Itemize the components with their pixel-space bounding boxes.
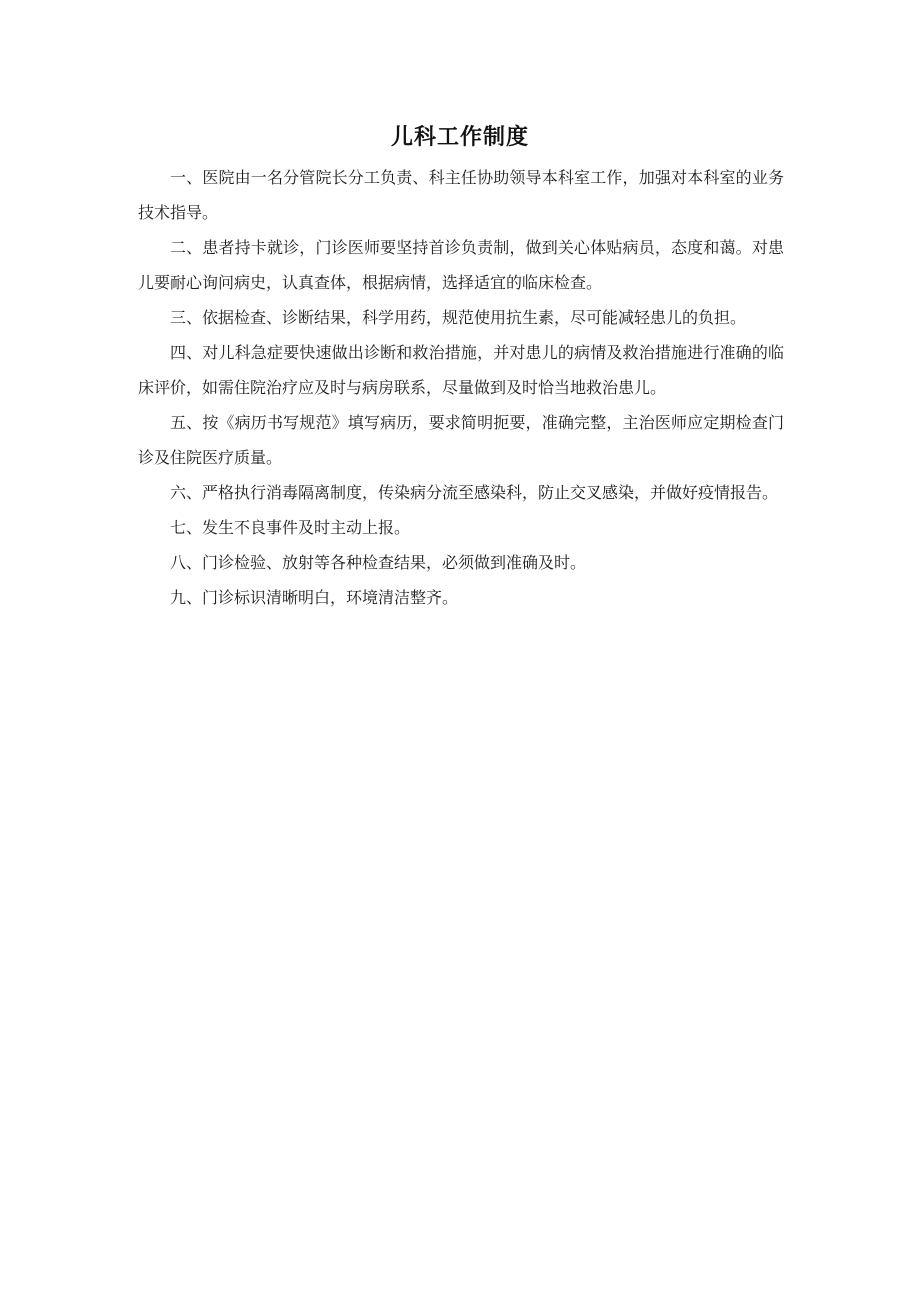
paragraph-5: 五、按《病历书写规范》填写病历，要求简明扼要，准确完整，主治医师应定期检查门诊及住院医疗质量。 xyxy=(138,413,784,467)
paragraph-2: 二、患者持卡就诊，门诊医师要坚持首诊负责制，做到关心体贴病员，态度和蔼。对患儿要耐心询问病史，认真查体，根据病情，选择适宜的临床检查。 xyxy=(138,238,784,292)
paragraph-7: 七、发生不良事件及时主动上报。 xyxy=(170,518,411,537)
paragraph-1: 一、医院由一名分管院长分工负责、科主任协助领导本科室工作，加强对本科室的业务技术指导。 xyxy=(138,168,784,222)
document-body xyxy=(138,160,784,615)
paragraph-9: 九、门诊标识清晰明白，环境清洁整齐。 xyxy=(170,588,459,607)
paragraph-6: 六、严格执行消毒隔离制度，传染病分流至感染科，防止交叉感染，并做好疫情报告。 xyxy=(170,483,779,502)
document-title: 儿科工作制度 xyxy=(390,125,529,150)
paragraph-8: 八、门诊检验、放射等各种检查结果，必须做到准确及时。 xyxy=(170,553,587,572)
paragraph-4: 四、对儿科急症要快速做出诊断和救治措施，并对患儿的病情及救治措施进行准确的临床评价，如需住院治疗应及时与病房联系，尽量做到及时恰当地救治患儿。 xyxy=(138,343,784,397)
paragraph-3: 三、依据检查、诊断结果，科学用药，规范使用抗生素，尽可能减轻患儿的负担。 xyxy=(170,308,747,327)
